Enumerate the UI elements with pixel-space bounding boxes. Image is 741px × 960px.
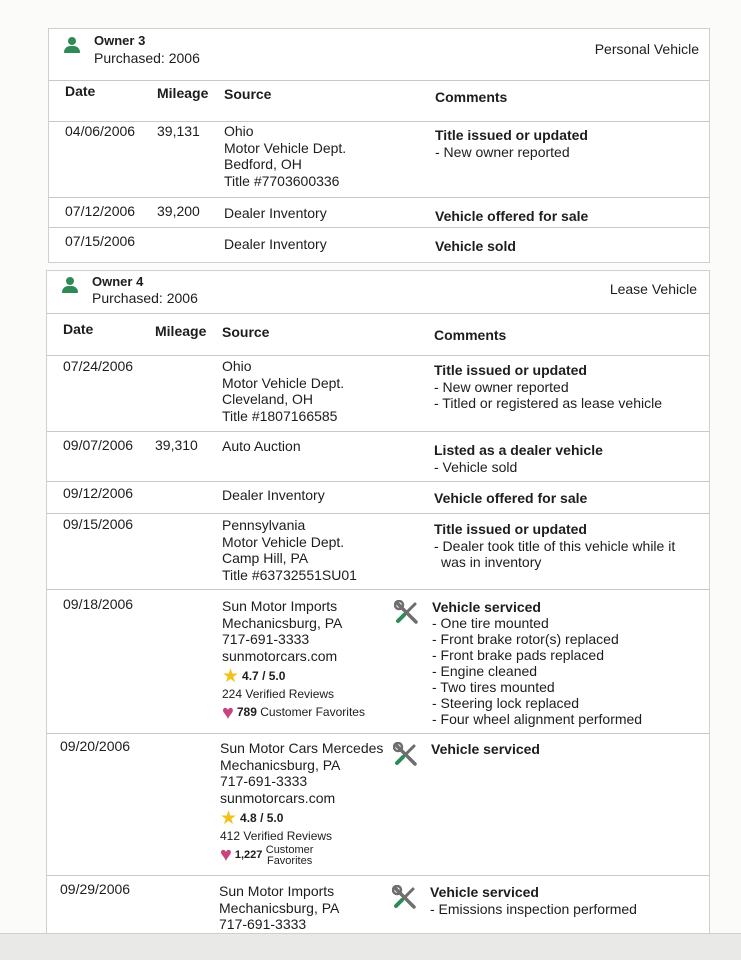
mileage-cell: 39,310 [155, 437, 198, 453]
favorites-label: Customer Favorites [265, 843, 314, 867]
owner-4-card [46, 270, 710, 938]
header-source: Source [224, 86, 272, 102]
comment-detail: - Front brake pads replaced [432, 647, 604, 663]
rating-row [222, 667, 365, 685]
source-line: Title #63732551SU01 [222, 566, 357, 583]
comments-cell [434, 362, 662, 412]
divider [49, 227, 709, 228]
star-icon: ★ [220, 808, 238, 829]
comments-cell [432, 599, 642, 727]
header-date: Date [63, 321, 94, 337]
source-line: Mechanicsburg, PA [219, 899, 340, 916]
source-cell [222, 517, 357, 583]
mileage-cell: 39,200 [157, 203, 200, 219]
source-line: Pennsylvania [222, 517, 306, 533]
source-line: Ohio [224, 123, 254, 139]
divider [47, 589, 709, 590]
source-line: 717-691-3333 [220, 773, 308, 789]
date-cell: 07/15/2006 [65, 233, 136, 249]
source-line: Mechanicsburg, PA [222, 614, 343, 631]
source-cell [220, 740, 383, 867]
wrench-screwdriver-icon [394, 600, 420, 626]
comments-cell [435, 127, 588, 160]
header-date: Date [65, 83, 96, 99]
header-mileage: Mileage [157, 85, 209, 101]
source-cell [224, 123, 346, 189]
comments-cell [430, 884, 637, 917]
source-line: Motor Vehicle Dept. [222, 533, 345, 550]
divider [49, 121, 709, 122]
wrench-screwdriver-icon [393, 742, 419, 768]
comment-detail: - Four wheel alignment performed [432, 711, 643, 727]
source-cell [222, 598, 365, 724]
comment-title: Vehicle offered for sale [434, 490, 588, 506]
source-line: sunmotorcars.com [222, 647, 338, 664]
comment-detail: was in inventory [441, 554, 542, 570]
review-count: 224 Verified Reviews [222, 687, 335, 701]
source-cell: Dealer Inventory [224, 205, 327, 221]
source-line: Sun Motor Imports [219, 883, 335, 899]
divider [49, 80, 709, 81]
favorites-row [222, 701, 365, 724]
comment-title: Listed as a dealer vehicle [434, 442, 603, 458]
source-cell: Dealer Inventory [222, 487, 325, 503]
header-source: Source [222, 324, 270, 340]
comment-detail: - Vehicle sold [434, 458, 518, 475]
favorites-row [220, 845, 383, 867]
header-comments: Comments [434, 327, 507, 343]
divider [47, 313, 709, 314]
comment-detail: - Engine cleaned [432, 663, 538, 679]
rating-row [220, 809, 383, 827]
rating-value: 4.7 / 5.0 [242, 669, 286, 683]
comment-detail: - Emissions inspection performed [430, 900, 637, 917]
comment-detail: - Dealer took title of this vehicle while it [434, 537, 676, 554]
source-line: Mechanicsburg, PA [220, 756, 341, 773]
divider [47, 481, 709, 482]
divider [47, 513, 709, 514]
header-comments: Comments [435, 89, 508, 105]
star-icon: ★ [222, 666, 240, 687]
comment-title: Title issued or updated [434, 362, 587, 378]
date-cell: 07/12/2006 [65, 203, 136, 219]
date-cell: 04/06/2006 [65, 123, 136, 139]
divider [47, 431, 709, 432]
mileage-cell: 39,131 [157, 123, 200, 139]
date-cell: 09/20/2006 [60, 738, 131, 754]
owner-vehicle-type: Personal Vehicle [594, 41, 699, 57]
page-edge [0, 933, 741, 960]
divider [49, 197, 709, 198]
favorites-count: 1,227 [234, 848, 263, 861]
comment-detail: - One tire mounted [432, 615, 549, 631]
source-line: Title #1807166585 [222, 407, 338, 424]
date-cell: 07/24/2006 [63, 358, 134, 374]
date-cell: 09/12/2006 [63, 485, 134, 501]
source-line: Title #7703600336 [224, 172, 340, 189]
owner-name: Owner 4 [92, 274, 144, 289]
source-line: Sun Motor Imports [222, 598, 338, 614]
favorites-label: Customer Favorites [260, 704, 365, 719]
heart-icon: ♥ [220, 843, 232, 866]
divider [47, 733, 709, 734]
date-cell: 09/15/2006 [63, 516, 134, 532]
owner-purchased: Purchased: 2006 [94, 50, 200, 66]
source-cell: Auto Auction [222, 438, 301, 454]
date-cell: 09/07/2006 [63, 437, 134, 453]
divider [47, 355, 709, 356]
source-line: Motor Vehicle Dept. [224, 139, 347, 156]
favorites-count: 789 [236, 704, 257, 719]
wrench-screwdriver-icon [392, 885, 418, 911]
source-line: Ohio [222, 358, 252, 374]
source-line: Cleveland, OH [222, 391, 314, 407]
comment-title: Vehicle serviced [432, 599, 541, 615]
source-cell [222, 358, 344, 424]
source-line: Motor Vehicle Dept. [222, 374, 345, 391]
comments-cell [434, 521, 675, 571]
comment-title: Vehicle offered for sale [435, 208, 589, 224]
source-line: sunmotorcars.com [220, 789, 336, 806]
comment-detail: - Two tires mounted [432, 679, 555, 695]
heart-icon: ♥ [222, 701, 234, 724]
comment-title: Title issued or updated [434, 521, 587, 537]
date-cell: 09/29/2006 [60, 881, 131, 897]
owner-purchased: Purchased: 2006 [92, 290, 198, 306]
comments-cell [434, 442, 603, 475]
source-line: Bedford, OH [224, 156, 302, 172]
divider [47, 875, 709, 876]
comment-detail: - New owner reported [435, 143, 570, 160]
comment-title: Vehicle serviced [430, 884, 539, 900]
person-icon [61, 276, 79, 294]
review-count: 412 Verified Reviews [220, 829, 333, 843]
date-cell: 09/18/2006 [63, 596, 134, 612]
owner-3-card [48, 28, 710, 263]
header-mileage: Mileage [155, 323, 207, 339]
source-line: Camp Hill, PA [222, 550, 309, 566]
source-line: 717-691-3333 [222, 631, 310, 647]
comment-detail: - Steering lock replaced [432, 695, 580, 711]
source-line: 717-691-3333 [219, 916, 307, 932]
comment-detail: - Titled or registered as lease vehicle [434, 395, 662, 411]
comment-detail: - Front brake rotor(s) replaced [432, 631, 619, 647]
comment-title: Vehicle serviced [431, 741, 540, 757]
source-cell: Dealer Inventory [224, 236, 327, 252]
owner-vehicle-type: Lease Vehicle [609, 281, 697, 297]
person-icon [63, 36, 81, 54]
comment-detail: - New owner reported [434, 378, 569, 395]
owner-name: Owner 3 [94, 33, 146, 48]
rating-value: 4.8 / 5.0 [240, 811, 284, 825]
comment-title: Vehicle sold [435, 238, 516, 254]
source-cell [219, 883, 339, 933]
source-line: Sun Motor Cars Mercedes [220, 740, 384, 756]
comment-title: Title issued or updated [435, 127, 588, 143]
